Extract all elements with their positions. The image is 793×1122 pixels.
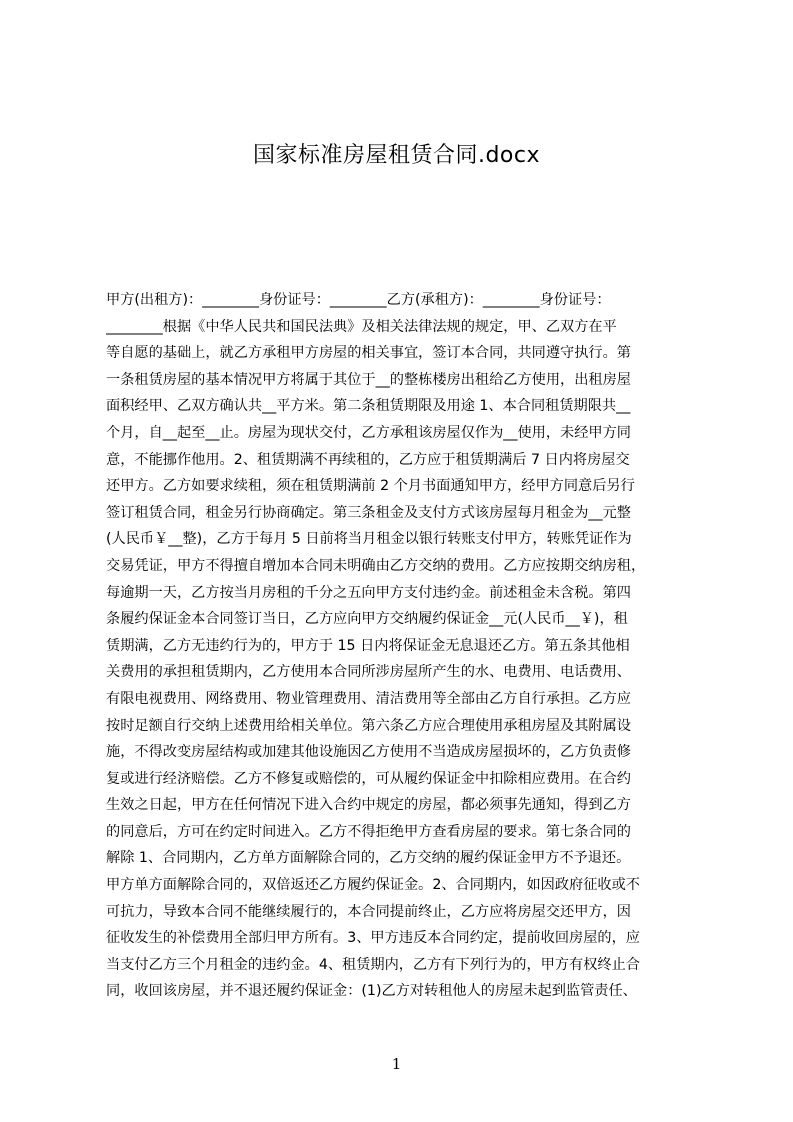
body-line: 施，不得改变房屋结构或加建其他设施因乙方使用不当造成房屋损坏的，乙方负责修 (106, 744, 631, 761)
body-line: 的同意后，方可在约定时间进入。乙方不得拒绝甲方查看房屋的要求。第七条合同的 (106, 823, 631, 840)
body-line: 关费用的承担租赁期内，乙方使用本合同所涉房屋所产生的水、电费用、电话费用、 (106, 664, 631, 681)
body-line: 等自愿的基础上，就乙方承租甲方房屋的相关事宜，签订本合同，共同遵守执行。第 (106, 345, 631, 362)
body-line: 同，收回该房屋，并不退还履约保证金：(1)乙方对转租他人的房屋未起到监管责任、 (106, 983, 637, 1000)
body-line: 意，不能挪作他用。2、租赁期满不再续租的，乙方应于租赁期满后 7 日内将房屋交 (106, 451, 630, 468)
body-line: 个月，自__起至__止。房屋为现状交付，乙方承租该房屋仅作为__使用，未经甲方同 (106, 424, 631, 441)
body-line: 交易凭证，甲方不得擅自增加本合同未明确由乙方交纳的费用。乙方应按期交纳房租， (106, 557, 646, 574)
document-body (106, 287, 698, 1022)
body-line: 征收发生的补偿费用全部归甲方所有。3、甲方违反本合同约定，提前收回房屋的，应 (106, 930, 640, 947)
body-line: 签订租赁合同，租金另行协商确定。第三条租金及支付方式该房屋每月租金为__元整 (106, 504, 631, 521)
body-line: (人民币￥__整)，乙方于每月 5 日前将当月租金以银行转账支付甲方，转账凭证作为 (106, 531, 632, 548)
body-line: 一条租赁房屋的基本情况甲方将属于其位于__的整栋楼房出租给乙方使用，出租房屋 (106, 371, 631, 388)
body-line: 当支付乙方三个月租金的违约金。4、租赁期内，乙方有下列行为的，甲方有权终止合 (106, 956, 640, 973)
document-title: 国家标准房屋租赁合同.docx (252, 143, 541, 168)
body-line: ________根据《中华人民共和国民法典》及相关法律法规的规定，甲、乙双方在平 (106, 318, 617, 335)
body-line: 复或进行经济赔偿。乙方不修复或赔偿的，可从履约保证金中扣除相应费用。在合约 (106, 770, 631, 787)
body-line: 甲方单方面解除合同的，双倍返还乙方履约保证金。2、合同期内，如因政府征收或不 (106, 877, 640, 894)
body-line: 生效之日起，甲方在任何情况下进入合约中规定的房屋，都必须事先通知，得到乙方 (106, 797, 631, 814)
page-number: 1 (391, 1055, 402, 1073)
body-line: 可抗力，导致本合同不能继续履行的，本合同提前终止，乙方应将房屋交还甲方，因 (106, 903, 631, 920)
body-line: 甲方(出租方)：________身份证号：________乙方(承租方)：________身份证号： (106, 292, 611, 308)
body-line: 解除 1、合同期内，乙方单方面解除合同的，乙方交纳的履约保证金甲方不予退还。 (106, 850, 631, 867)
body-line: 面积经甲、乙双方确认共__平方米。第二条租赁期限及用途 1、本合同租赁期限共__ (106, 398, 631, 415)
body-line: 每逾期一天，乙方按当月房租的千分之五向甲方支付违约金。前述租金未含税。第四 (106, 584, 631, 601)
body-line: 还甲方。乙方如要求续租，须在租赁期满前 2 个月书面通知甲方，经甲方同意后另行 (106, 478, 635, 495)
body-line: 有限电视费用、网络费用、物业管理费用、清洁费用等全部由乙方自行承担。乙方应 (106, 690, 631, 707)
body-line: 按时足额自行交纳上述费用给相关单位。第六条乙方应合理使用承租房屋及其附属设 (106, 717, 631, 734)
body-line: 赁期满，乙方无违约行为的，甲方于 15 日内将保证金无息退还乙方。第五条其他相 (106, 637, 630, 654)
body-line: 条履约保证金本合同签订当日，乙方应向甲方交纳履约保证金__元(人民币__￥)，租 (106, 611, 628, 628)
